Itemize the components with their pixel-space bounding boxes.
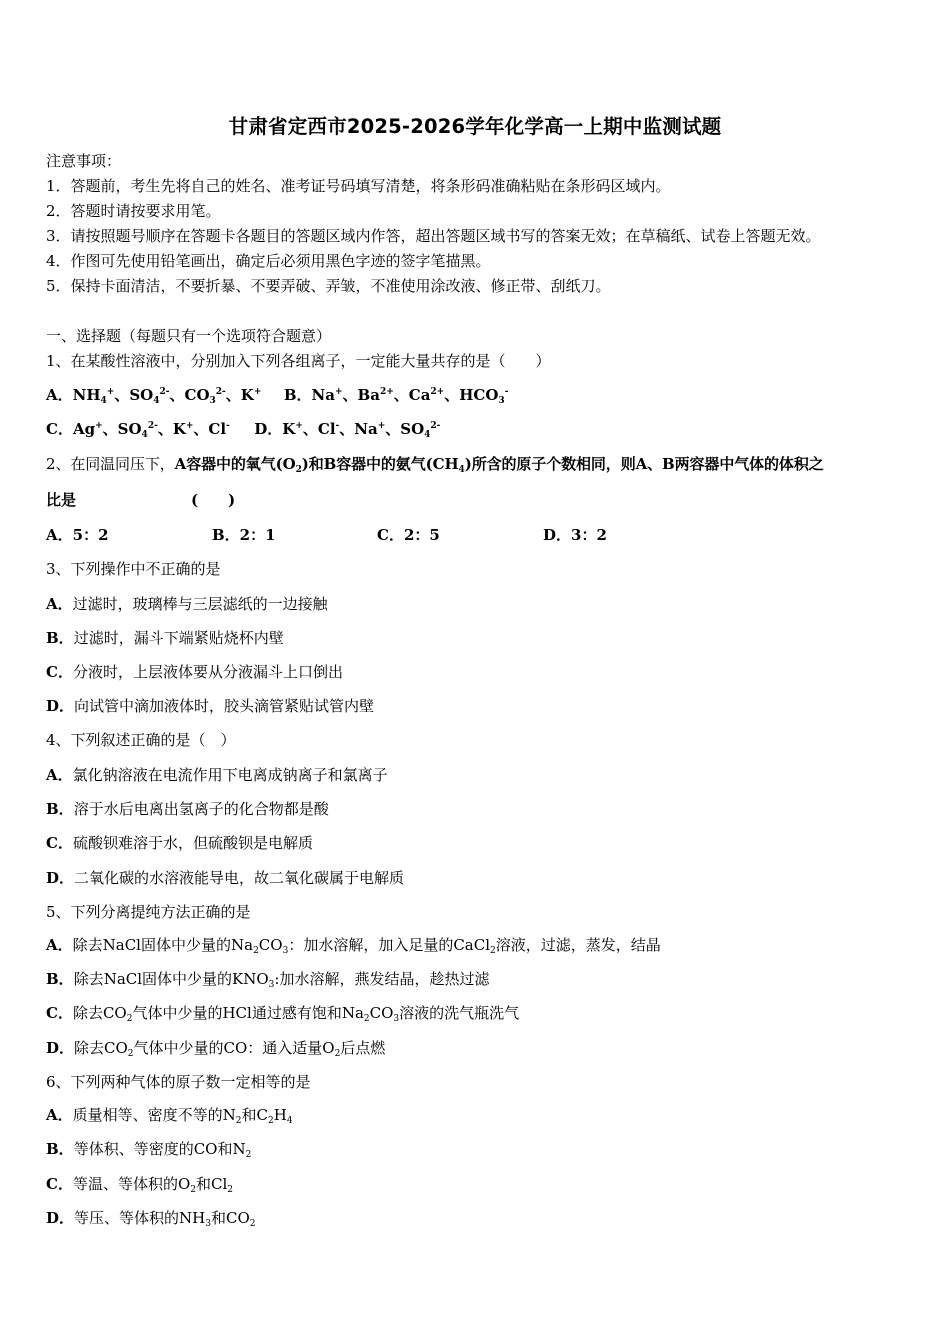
notice-heading: 注意事项： [46, 152, 122, 170]
question-4-option-c: C．硫酸钡难溶于水，但硫酸钡是电解质 [46, 834, 313, 852]
section-heading: 一、选择题（每题只有一个选项符合题意） [46, 327, 332, 345]
question-4-option-b: B．溶于水后电离出氢离子的化合物都是酸 [46, 800, 329, 818]
question-3-option-c: C．分液时，上层液体要从分液漏斗上口倒出 [46, 663, 343, 681]
question-1-options-ab: A．$NH_4^+$、$SO_4^{2-}$、$CO_3^{2-}$、K+ B．Na+、$Ba^{2+}$、$Ca^{2+}$、$HCO_3^-$ [46, 386, 509, 406]
option-c-label: C． [46, 420, 73, 438]
question-3-option-d: D．向试管中滴加液体时，胶头滴管紧贴试管内壁 [46, 697, 375, 715]
question-3-option-a: A．过滤时，玻璃棒与三层滤纸的一边接触 [46, 595, 328, 613]
notice-item-4: 4．作图可先使用铅笔画出，确定后必须用黑色字迹的签字笔描黑。 [46, 252, 491, 270]
question-4-stem: 4、下列叙述正确的是（ ） [46, 731, 236, 749]
question-6-stem: 6、下列两种气体的原子数一定相等的是 [46, 1073, 311, 1091]
page-title: 甘肃省定西市2025-2026学年化学高一上期中监测试题 [228, 115, 722, 138]
option-a-label: A． [46, 386, 73, 404]
notice-item-1: 1．答题前，考生先将自己的姓名、准考证号码填写清楚，将条形码准确粘贴在条形码区域内。 [46, 177, 671, 195]
question-6-option-c: C．等温、等体积的$O_2$和$Cl_2$ [46, 1175, 234, 1195]
question-4-option-a: A．氯化钠溶液在电流作用下电离成钠离子和氯离子 [46, 766, 388, 784]
question-5-option-a: A．除去NaCl固体中少量的$Na_2CO_3$：加水溶解，加入足量的CaCl$_2$溶液，过滤，蒸发，结晶 [46, 936, 661, 956]
question-5-stem: 5、下列分离提纯方法正确的是 [46, 903, 251, 921]
question-6-option-b: B．等体积、等密度的CO和$N_2$ [46, 1140, 252, 1160]
question-2-stem: 2、在同温同压下，A容器中的氧气$(O_2)$和B容器中的氨气$(CH_4)$所含的原子个数相同，则A、B两容器中气体的体积之 [46, 455, 824, 475]
question-2-option-b: B．2：1 [212, 526, 276, 544]
question-2-option-c: C．2：5 [377, 526, 440, 544]
question-5-option-d: D．除去$CO_2$气体中少量的CO：通入适量$O_2$后点燃 [46, 1039, 386, 1059]
question-2-option-a: A．5：2 [46, 526, 109, 544]
question-2-option-d: D．3：2 [543, 526, 607, 544]
answer-paren: ( ) [191, 491, 236, 509]
option-b-label: B． [283, 386, 312, 404]
question-3-stem: 3、下列操作中不正确的是 [46, 560, 221, 578]
question-6-option-d: D．等压、等体积的$NH_3$和$CO_2$ [46, 1209, 256, 1229]
question-1-stem: 1、在某酸性溶液中，分别加入下列各组离子，一定能大量共存的是（ ） [46, 352, 551, 370]
notice-item-3: 3．请按照题号顺序在答题卡各题目的答题区域内作答，超出答题区域书写的答案无效；在草稿纸、试卷上答题无效。 [46, 227, 821, 245]
question-2-stem-line2: 比是 ( ) [46, 491, 236, 509]
notice-item-5: 5．保持卡面清洁，不要折暴、不要弄破、弄皱，不准使用涂改液、修正带、刮纸刀。 [46, 277, 611, 295]
notice-item-2: 2．答题时请按要求用笔。 [46, 202, 221, 220]
option-d-label: D． [254, 420, 283, 438]
question-3-option-b: B．过滤时，漏斗下端紧贴烧杯内壁 [46, 629, 284, 647]
question-1-options-cd: C．Ag+、$SO_4^{2-}$、K+、Cl- D．K+、Cl-、Na+、$SO_4^{2-}$ [46, 420, 441, 440]
question-5-option-b: B．除去NaCl固体中少量的$KNO_3$:加水溶解，燕发结晶，趁热过滤 [46, 970, 490, 990]
question-4-option-d: D．二氧化碳的水溶液能导电，故二氧化碳属于电解质 [46, 869, 405, 887]
question-5-option-c: C．除去$CO_2$气体中少量的HCl通过感有饱和$Na_2CO_3$溶液的洗气瓶洗气 [46, 1004, 520, 1024]
question-6-option-a: A．质量相等、密度不等的$N_2$和$C_2H_4$ [46, 1106, 293, 1126]
